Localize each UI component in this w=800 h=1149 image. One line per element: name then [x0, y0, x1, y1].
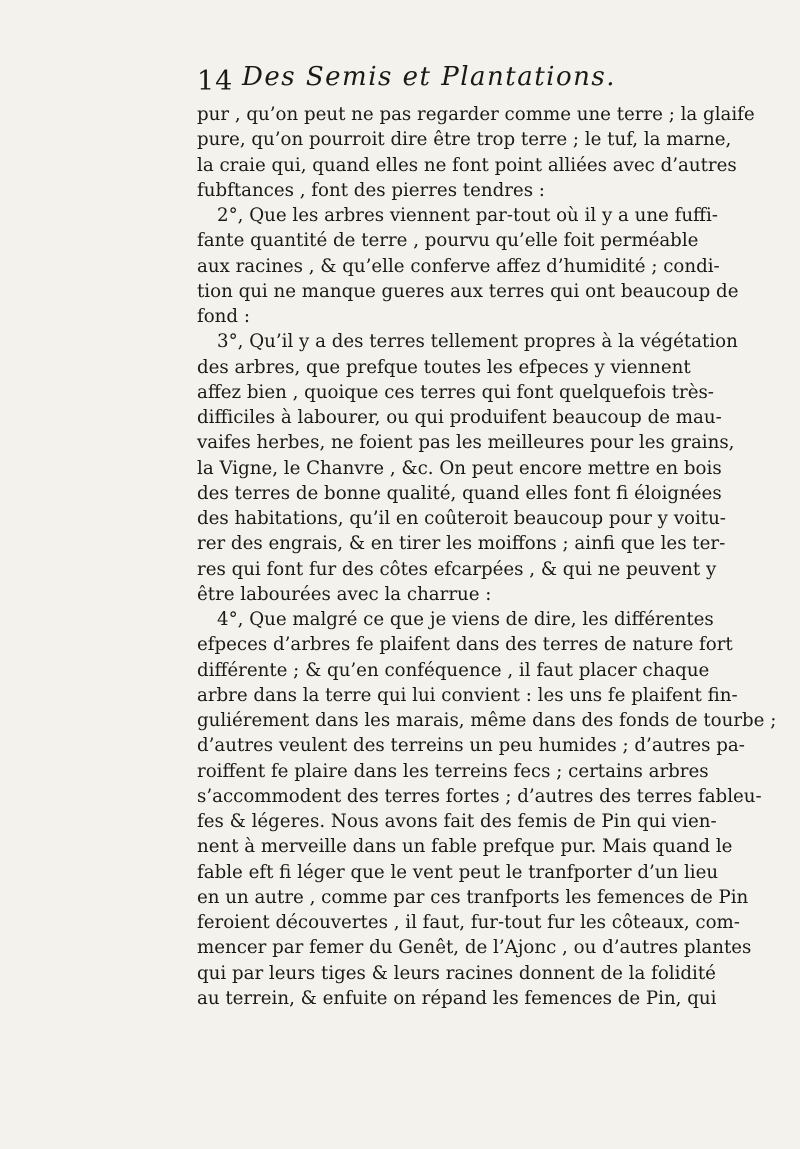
text-line: rer des engrais, & en tirer les moiffons ; ainfi que les ter- — [197, 533, 726, 555]
text-line: en un autre , comme par ces tranfports les femences de Pin — [197, 886, 749, 908]
text-line: guliérement dans les marais, même dans des fonds de tourbe ; — [197, 710, 777, 731]
text-line: au terrein, & enfuite on répand les femences de Pin, qui — [197, 987, 717, 1009]
text-line: res qui font fur des côtes efcarpées , & qui ne peuvent y — [197, 558, 717, 580]
text-line: tion qui ne manque gueres aux terres qui ont beaucoup de — [197, 280, 739, 302]
text-line: arbre dans la terre qui lui convient : les uns fe plaifent fin- — [197, 684, 738, 706]
text-line: différente ; & qu’en conféquence , il faut placer chaque — [197, 659, 710, 681]
page-number: 14 — [197, 66, 234, 97]
text-line: fante quantité de terre , pourvu qu’elle foit perméable — [197, 230, 699, 252]
text-line: 4°, Que malgré ce que je viens de dire, les différentes — [217, 609, 714, 630]
text-line: qui par leurs tiges & leurs racines donnent de la folidité — [197, 962, 716, 984]
text-line: fond : — [197, 306, 250, 327]
text-line: affez bien , quoique ces terres qui font quelquefois très- — [197, 381, 714, 403]
text-line: fable eft fi léger que le vent peut le tranfporter d’un lieu — [197, 861, 719, 883]
text-line: 3°, Qu’il y a des terres tellement propres à la végétation — [217, 331, 738, 353]
text-line: s’accommodent des terres fortes ; d’autres des terres fableu- — [197, 785, 762, 807]
page-header — [197, 62, 667, 98]
text-line: feroient découvertes , il faut, fur-tout fur les côteaux, com- — [197, 912, 740, 933]
body-text — [197, 102, 777, 1011]
text-line: efpeces d’arbres fe plaifent dans des terres de nature fort — [197, 634, 733, 656]
text-line: être labourées avec la charrue : — [197, 583, 492, 605]
text-line: nent à merveille dans un fable prefque pur. Mais quand le — [197, 836, 733, 858]
text-line: des terres de bonne qualité, quand elles font fi éloignées — [197, 482, 722, 504]
text-line: pure, qu’on pourroit dire être trop terre ; le tuf, la marne, — [197, 129, 732, 151]
text-line: d’autres veulent des terreins un peu humides ; d’autres pa- — [197, 735, 745, 757]
text-line: pur , qu’on peut ne pas regarder comme une terre ; la glaife — [197, 104, 755, 125]
text-line: 2°, Que les arbres viennent par-tout où il y a une fuffi- — [217, 205, 718, 226]
text-line: aux racines , & qu’elle conferve affez d’humidité ; condi- — [197, 255, 720, 277]
running-title: Des Semis et Plantations. — [242, 62, 616, 92]
text-line: roiffent fe plaire dans les terreins fecs ; certains arbres — [197, 760, 709, 782]
text-line: vaifes herbes, ne foient pas les meilleures pour les grains, — [197, 432, 735, 454]
text-line: des habitations, qu’il en coûteroit beaucoup pour y voitu- — [197, 508, 726, 529]
text-line: des arbres, que prefque toutes les efpeces y viennent — [197, 356, 691, 378]
text-line: fes & légeres. Nous avons fait des femis de Pin qui vien- — [197, 811, 717, 832]
text-line: fubftances , font des pierres tendres : — [197, 179, 545, 201]
text-line: difficiles à labourer, ou qui produifent beaucoup de mau- — [197, 407, 722, 428]
text-line: la Vigne, le Chanvre , &c. On peut encore mettre en bois — [197, 457, 722, 479]
text-line: la craie qui, quand elles ne font point alliées avec d’autres — [197, 154, 737, 176]
text-line: mencer par femer du Genêt, de l’Ajonc , ou d’autres plantes — [197, 937, 752, 959]
